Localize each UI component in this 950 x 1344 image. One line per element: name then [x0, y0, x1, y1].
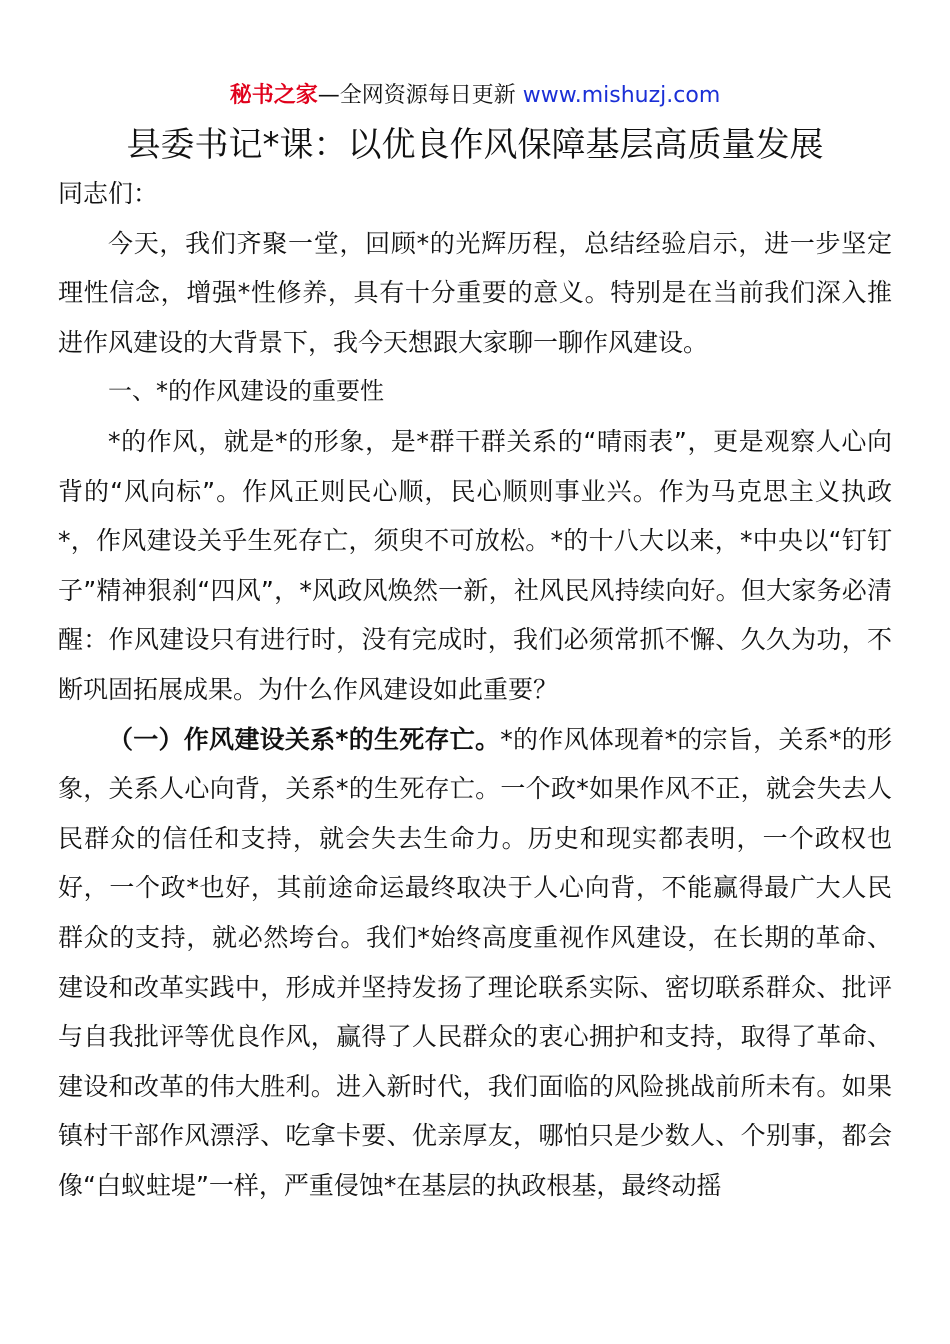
site-tagline: —全网资源每日更新	[317, 83, 516, 108]
paragraph: *的作风，就是*的形象，是*群干群关系的“晴雨表”，更是观察人心向背的“风向标”。作风正则民心顺，民心顺则事业兴。作为马克思主义执政*，作风建设关乎生死存亡，须臾不可放松。*的十八大以来，*中央以“钉钉子”精神狠刹“四风”，*风政风焕然一新，社风民风持续向好。但大家务必清醒：作风建设只有进行时，没有完成时，我们必须常抓不懈、久久为功，不断巩固拓展成果。为什么作风建设如此重要？	[58, 426, 892, 704]
site-header	[0, 80, 950, 112]
paragraph-text: *的作风体现着*的宗旨，关系*的形象，关系人心向背，关系*的生死存亡。一个政*如果作风不正，就会失去人民群众的信任和支持，就会失去生命力。历史和现实都表明，一个政权也好，一个政*也好，其前途命运最终取决于人心向背，不能赢得最广大人民群众的支持，就必然垮台。我们*始终高度重视作风建设，在长期的革命、建设和改革实践中，形成并坚持发扬了理论联系实际、密切联系群众、批评与自我批评等优良作风，赢得了人民群众的衷心拥护和支持，取得了革命、建设和改革的伟大胜利。进入新时代，我们面临的风险挑战前所未有。如果镇村干部作风漂浮、吃拿卡要、优亲厚友，哪怕只是少数人、个别事，都会像“白蚁蛀堤”一样，严重侵蚀*在基层的执政根基，最终动摇	[58, 724, 892, 1200]
subsection-heading: （一）作风建设关系*的生死存亡。	[108, 724, 501, 754]
section-heading: 一、*的作风建设的重要性	[108, 377, 384, 406]
document-body	[58, 169, 892, 1210]
salutation: 同志们：	[58, 179, 159, 208]
paragraph: 今天，我们齐聚一堂，回顾*的光辉历程，总结经验启示，进一步坚定理性信念，增强*性修养，具有十分重要的意义。特别是在当前我们深入推进作风建设的大背景下，我今天想跟大家聊一聊作风建设。	[58, 228, 892, 357]
site-url-link[interactable]: www.mishuzj.com	[522, 83, 721, 108]
site-brand: 秘书之家	[229, 83, 318, 108]
paragraph	[58, 715, 892, 1211]
document-title: 县委书记*课：以优良作风保障基层高质量发展	[126, 125, 824, 165]
